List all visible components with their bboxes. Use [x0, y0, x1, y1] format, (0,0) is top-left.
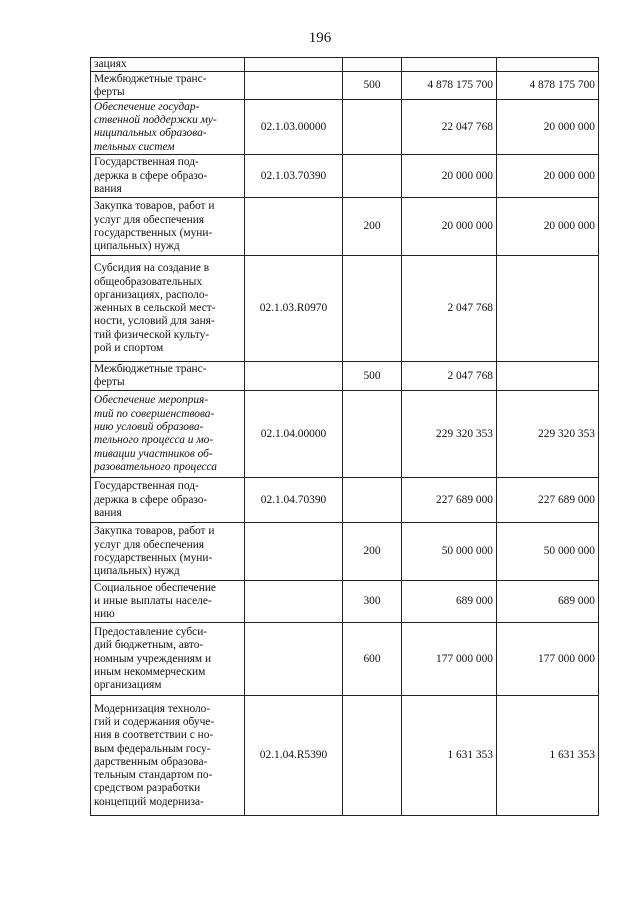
row-name-cell: [91, 581, 245, 623]
row-name-cell: [91, 100, 245, 155]
row-name-line: ципальных) нужд: [94, 240, 180, 253]
row-name-line: тивации участников об-: [94, 447, 213, 460]
row-name-line: общеобразовательных: [94, 275, 203, 288]
row-name-cell: [91, 391, 245, 478]
row-name-line: ферты: [94, 85, 125, 98]
row-amount-2-cell: 20 000 000: [497, 100, 599, 155]
row-name-line: ципальных) нужд: [94, 565, 180, 578]
row-amount-1-cell: 229 320 353: [402, 391, 497, 478]
row-name-line: Межбюджетные транс-: [94, 363, 207, 375]
table-row: [91, 696, 599, 816]
table-row: [91, 100, 599, 155]
row-name-cell: [91, 256, 245, 362]
table-row: [91, 72, 599, 100]
row-amount-2-cell: 4 878 175 700: [497, 72, 599, 100]
row-expense-type-cell: 300: [343, 581, 402, 623]
row-amount-1-cell: 1 631 353: [402, 696, 497, 816]
budget-table-body: [91, 58, 599, 816]
table-row: [91, 362, 599, 391]
row-expense-type-cell: [343, 478, 402, 523]
row-code-cell: 02.1.04.70390: [245, 478, 343, 523]
table-row: [91, 478, 599, 523]
row-expense-type-cell: 200: [343, 198, 402, 256]
row-name-line: ниципальных образова-: [94, 127, 207, 140]
row-amount-2-cell: 229 320 353: [497, 391, 599, 478]
row-expense-type-cell: 200: [343, 523, 402, 581]
row-amount-1-cell: 20 000 000: [402, 155, 497, 198]
row-amount-2-cell: [497, 256, 599, 362]
row-amount-1-cell: 227 689 000: [402, 478, 497, 523]
row-amount-2-cell: [497, 58, 599, 72]
row-name-line: концепций модерниза-: [94, 795, 204, 808]
row-name-line: Социальное обеспечение: [94, 581, 216, 594]
row-name-line: организациям: [94, 679, 162, 692]
row-name-line: рой и спортом: [94, 342, 164, 355]
row-amount-2-cell: 227 689 000: [497, 478, 599, 523]
row-name-line: Субсидия на создание в: [94, 262, 210, 275]
row-name-line: Государственная под-: [94, 480, 199, 493]
row-name-line: Закупка товаров, работ и: [94, 525, 215, 538]
row-name-line: разовательного процесса: [94, 460, 217, 473]
row-name-line: Межбюджетные транс-: [94, 72, 207, 85]
row-name-line: Обеспечение государ-: [94, 100, 200, 113]
row-expense-type-cell: [343, 100, 402, 155]
row-amount-2-cell: 50 000 000: [497, 523, 599, 581]
row-amount-2-cell: 177 000 000: [497, 623, 599, 696]
row-name-line: ности, условий для заня-: [94, 315, 215, 328]
row-expense-type-cell: 600: [343, 623, 402, 696]
row-name-line: нию: [94, 608, 115, 621]
row-name-line: держка в сфере образо-: [94, 169, 208, 182]
row-name-cell: [91, 362, 245, 391]
row-name-line: Модернизация техноло-: [94, 702, 211, 715]
row-name-line: Закупка товаров, работ и: [94, 200, 215, 213]
row-name-line: ния в соответствии с но-: [94, 729, 214, 742]
row-code-cell: [245, 198, 343, 256]
row-name-line: Государственная под-: [94, 156, 199, 169]
row-name-line: государственных (муни-: [94, 551, 213, 564]
row-code-cell: 02.1.04.00000: [245, 391, 343, 478]
row-code-cell: [245, 362, 343, 391]
row-name-line: ферты: [94, 376, 125, 389]
row-name-line: вым федеральным госу-: [94, 742, 211, 755]
table-row: [91, 523, 599, 581]
row-name-line: зациях: [94, 58, 127, 70]
row-amount-1-cell: 22 047 768: [402, 100, 497, 155]
row-name-cell: [91, 58, 245, 72]
row-name-line: Предоставление субси-: [94, 626, 208, 639]
row-name-line: держка в сфере образо-: [94, 493, 208, 506]
row-code-cell: 02.1.04.R5390: [245, 696, 343, 816]
row-amount-2-cell: [497, 362, 599, 391]
row-name-line: услуг для обеспечения: [94, 213, 205, 226]
row-name-cell: [91, 696, 245, 816]
row-amount-1-cell: 20 000 000: [402, 198, 497, 256]
row-name-line: номным учреждениям и: [94, 652, 212, 665]
row-code-cell: [245, 72, 343, 100]
row-name-line: иным некоммерческим: [94, 665, 206, 678]
row-expense-type-cell: [343, 696, 402, 816]
row-name-cell: [91, 523, 245, 581]
row-name-line: организациях, располо-: [94, 288, 209, 301]
row-name-line: ственной поддержки му-: [94, 114, 217, 126]
table-row: [91, 198, 599, 256]
row-name-cell: [91, 623, 245, 696]
row-name-line: тельных систем: [94, 140, 175, 153]
budget-table: [90, 57, 599, 816]
row-name-cell: [91, 155, 245, 198]
table-row: [91, 391, 599, 478]
table-row: [91, 155, 599, 198]
row-expense-type-cell: [343, 58, 402, 72]
row-amount-2-cell: 20 000 000: [497, 198, 599, 256]
row-name-line: дий бюджетным, авто-: [94, 639, 204, 652]
row-amount-1-cell: [402, 58, 497, 72]
page-number: 196: [308, 30, 332, 46]
row-code-cell: [245, 623, 343, 696]
row-name-line: нию условий образова-: [94, 421, 204, 433]
row-name-line: гий и содержания обуче-: [94, 715, 215, 728]
row-amount-1-cell: 689 000: [402, 581, 497, 623]
row-amount-2-cell: 20 000 000: [497, 155, 599, 198]
row-name-cell: [91, 72, 245, 100]
row-name-line: тельным стандартом по-: [94, 769, 213, 782]
row-code-cell: 02.1.03.70390: [245, 155, 343, 198]
row-amount-1-cell: 4 878 175 700: [402, 72, 497, 100]
row-name-line: женных в сельской мест-: [94, 302, 216, 315]
row-name-line: средством разработки: [94, 782, 201, 795]
row-expense-type-cell: [343, 155, 402, 198]
row-name-cell: [91, 198, 245, 256]
row-code-cell: [245, 58, 343, 72]
row-name-line: тий по совершенствова-: [94, 407, 215, 420]
row-name-line: вания: [94, 506, 122, 519]
row-amount-1-cell: 2 047 768: [402, 362, 497, 391]
row-code-cell: 02.1.03.00000: [245, 100, 343, 155]
row-name-cell: [91, 478, 245, 523]
table-row: [91, 58, 599, 72]
row-expense-type-cell: 500: [343, 362, 402, 391]
row-expense-type-cell: 500: [343, 72, 402, 100]
row-amount-1-cell: 177 000 000: [402, 623, 497, 696]
row-name-line: и иные выплаты населе-: [94, 595, 212, 608]
row-amount-2-cell: 689 000: [497, 581, 599, 623]
row-amount-2-cell: 1 631 353: [497, 696, 599, 816]
row-name-line: государственных (муни-: [94, 226, 213, 239]
row-name-line: дарственным образова-: [94, 755, 208, 768]
row-name-line: Обеспечение мероприя-: [94, 394, 209, 407]
row-amount-1-cell: 2 047 768: [402, 256, 497, 362]
row-name-line: услуг для обеспечения: [94, 538, 205, 551]
row-code-cell: [245, 581, 343, 623]
table-row: [91, 256, 599, 362]
row-expense-type-cell: [343, 391, 402, 478]
table-row: [91, 581, 599, 623]
row-amount-1-cell: 50 000 000: [402, 523, 497, 581]
table-row: [91, 623, 599, 696]
row-expense-type-cell: [343, 256, 402, 362]
row-code-cell: [245, 523, 343, 581]
row-code-cell: 02.1.03.R0970: [245, 256, 343, 362]
row-name-line: вания: [94, 182, 122, 195]
row-name-line: тельного процесса и мо-: [94, 434, 214, 447]
row-name-line: тий физической культу-: [94, 328, 210, 341]
